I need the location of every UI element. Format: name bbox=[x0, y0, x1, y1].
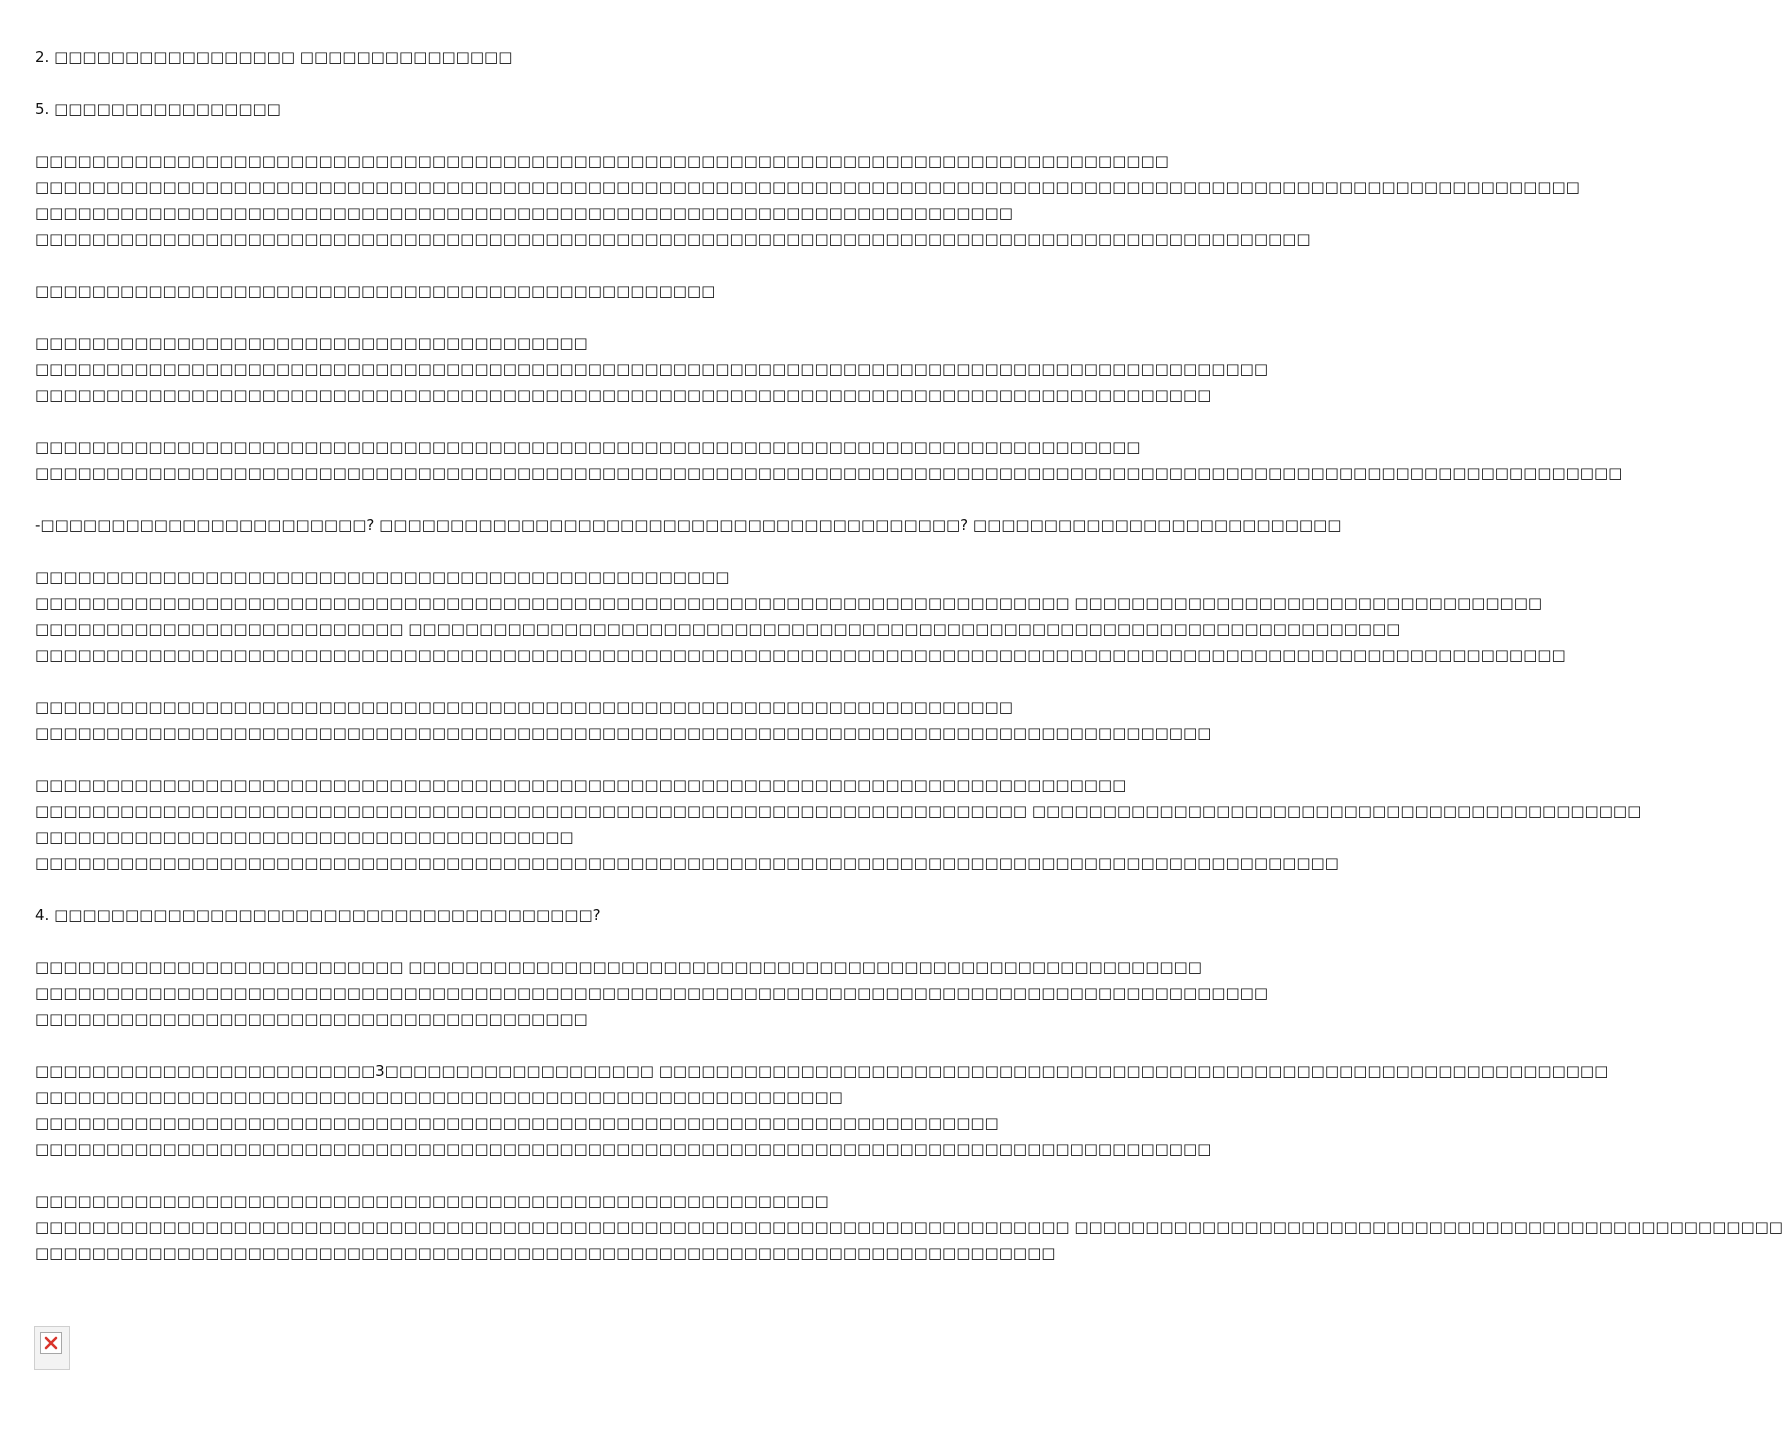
paragraph bbox=[35, 902, 985, 928]
paragraph bbox=[35, 330, 1268, 408]
paragraph bbox=[35, 512, 1342, 538]
text-line: □□□□□□□□□□□□□□□□□□□□□□□□□□□□□□□□□□□□□□□□□□□□□□□□□□□□□□□□□□□□□□□□□□□□□□□□□□□□□□□□□□□□□□□□□□□□ bbox=[35, 854, 1339, 872]
text-line: □□□□□□□□□□□□□□□□□□□□□□□□□□□□□□□□□□□□□□□□□□□□□□□□□□□□□□□□ bbox=[35, 1192, 829, 1210]
paragraph bbox=[35, 434, 1623, 486]
document-body bbox=[35, 44, 1783, 1292]
text-line: □□□□□□□□□□□□□□□□□□□□□□□□□□□□□□□□□□□□□□□□□□□□□□□□□□□□□□□□□□□□□□□□□□□□□□□□□□□□□□□□□□□□□□□□□□ bbox=[35, 230, 1311, 248]
text-line: □□□□□□□□□□□□□□□□□□□□□□□□□□□□□□□□□□□□□□□□□□□□□□□□□□□□□□□□□□□□□□□□□□□□□□□□□□□□□□□□ bbox=[35, 152, 1169, 170]
text-line: □□□□□□□□□□□□□□□□□□□□□□□□□□ □□□□□□□□□□□□□□□□□□□□□□□□□□□□□□□□□□□□□□□□□□□□□□□□□□□□□□□□ bbox=[35, 958, 1202, 976]
paragraph bbox=[35, 96, 985, 122]
text-line: □□□□□□□□□□□□□□□□□□□□□□□□□□□□□□□□□□□□□□□□□□□□□□□□□□□□□□□□□□□□□□□□□□□□□□□□□ □□□□□□□□□□□□□□□□□□□□□□□□□□□□□□□□□□□□□□□□□□□□□□□□□□ bbox=[35, 1218, 1783, 1236]
text-line: □□□□□□□□□□□□□□□□□□□□□□□□3□□□□□□□□□□□□□□□□□□□ □□□□□□□□□□□□□□□□□□□□□□□□□□□□□□□□□□□□□□□□□□□□□□□□□□□□□□□□□□□□□□□□□□□ bbox=[35, 1062, 1609, 1080]
text-line: □□□□□□□□□□□□□□□□□□□□□□□□□□□□□□□□□□□□□□□□□□□□□□□□ bbox=[35, 282, 716, 300]
text-line: □□□□□□□□□□□□□□□□□□□□□□□□□□□□□□□□□□□□□□□□□□□□□□□□□□□□□□□□□□□□□□□□□□□□□□□□□□□□□□□□□□□ bbox=[35, 386, 1212, 404]
paragraph bbox=[35, 148, 1580, 252]
text-line: □□□□□□□□□□□□□□□□□□□□□□□□□□□□□□□□□□□□□□□□□□□□□□□□□□□□□□□□□□□□□□□□□□□□□□□□□□□□□□□□□□□□□□□□□□□□□□□□□□□□□□□□□□□□□□□□ bbox=[35, 464, 1623, 482]
text-line: □□□□□□□□□□□□□□□□□□□□□□□□□□□□□□□□□□□□□□□ bbox=[35, 334, 588, 352]
text-line: □□□□□□□□□□□□□□□□□□□□□□□□□□ □□□□□□□□□□□□□□□□□□□□□□□□□□□□□□□□□□□□□□□□□□□□□□□□□□□□□□□□□□□□□□□□□□□□□□ bbox=[35, 620, 1401, 638]
text-line: □□□□□□□□□□□□□□□□□□□□□□□□□□□□□□□□□□□□□□□□□□□□□□□□□□□□□□□□□□□□□□□□□□□□□□ □□□□□□□□□□□□□□□□□□□□□□□□□□□□□□□□□□□□□□□□□□□ bbox=[35, 802, 1642, 820]
paragraph bbox=[35, 954, 1268, 1032]
paragraph bbox=[35, 1188, 1783, 1266]
text-line: □□□□□□□□□□□□□□□□□□□□□□□□□□□□□□□□□□□□□□□□□□□□□□□□□□□□□□□□□□□□□□□□□□□□□□□□ bbox=[35, 1244, 1056, 1262]
text-line: □□□□□□□□□□□□□□□□□□□□□□□□□□□□□□□□□□□□□□□□□□□□□□□□□ bbox=[35, 568, 730, 586]
red-x-icon bbox=[44, 1336, 58, 1350]
paragraph bbox=[35, 564, 1566, 668]
text-line: □□□□□□□□□□□□□□□□□□□□□□□□□□□□□□□□□□□□□□□□□□□□□□□□□□□□□□□□□□□□□□□□□□□□□□□□□□□□□□□□□□□ bbox=[35, 724, 1212, 742]
text-line: □□□□□□□□□□□□□□□□□□□□□□□□□□□□□□□□□□□□□□□□□□□□□□□□□□□□□□□□□□□□□□□□□□□□□□□□□□□□□ bbox=[35, 776, 1127, 794]
text-line: -□□□□□□□□□□□□□□□□□□□□□□□? □□□□□□□□□□□□□□□□□□□□□□□□□□□□□□□□□□□□□□□□□? □□□□□□□□□□□□□□□□□□□□□□□□□□ bbox=[35, 516, 1342, 534]
text-line: □□□□□□□□□□□□□□□□□□□□□□□□□□□□□□□□□□□□□□□□□□□□□□□□□□□□□□□□□□□□□□□□□□□□□□□□□□□□□□□□□□□□□□□□□□□□□□□□□□□□□□□□□□□□ bbox=[35, 646, 1566, 664]
broken-image-icon bbox=[34, 1326, 70, 1370]
text-line: 5. □□□□□□□□□□□□□□□□ bbox=[35, 100, 281, 118]
broken-image-frame bbox=[40, 1332, 62, 1354]
paragraph bbox=[35, 1058, 1609, 1162]
text-line: □□□□□□□□□□□□□□□□□□□□□□□□□□□□□□□□□□□□□□□□□□□□□□□□□□□□□□□□□□□□□□□□□□□□□□□□□ □□□□□□□□□□□□□□□□□□□□□□□□□□□□□□□□□ bbox=[35, 594, 1543, 612]
text-line: 2. □□□□□□□□□□□□□□□□□ □□□□□□□□□□□□□□□ bbox=[35, 48, 513, 66]
text-line: □□□□□□□□□□□□□□□□□□□□□□□□□□□□□□□□□□□□□□□□□□□□□□□□□□□□□□□□□ bbox=[35, 1088, 843, 1106]
text-line: 4. □□□□□□□□□□□□□□□□□□□□□□□□□□□□□□□□□□□□□□? bbox=[35, 906, 601, 924]
text-line: □□□□□□□□□□□□□□□□□□□□□□□□□□□□□□□□□□□□□□□□□□□□□□□□□□□□□□□□□□□□□□□□□□□□□□□□□□□□□□□□□□□□□□□□□□□□□□□□□□□□□□□□□□□□□ bbox=[35, 178, 1580, 196]
text-line: □□□□□□□□□□□□□□□□□□□□□□□□□□□□□□□□□□□□□□□□□□□□□□□□□□□□□□□□□□□□□□□□□□□□□□□□□□□□□□□□□□□ bbox=[35, 1140, 1212, 1158]
text-line: □□□□□□□□□□□□□□□□□□□□□□□□□□□□□□□□□□□□□□□□□□□□□□□□□□□□□□□□□□□□□□□□□□□□□□□□□□□□□□□□□□□□□□□ bbox=[35, 360, 1268, 378]
text-line: □□□□□□□□□□□□□□□□□□□□□□□□□□□□□□□□□□□□□□□□□□□□□□□□□□□□□□□□□□□□□□□□□□□□□ bbox=[35, 698, 1013, 716]
text-line: □□□□□□□□□□□□□□□□□□□□□□□□□□□□□□□□□□□□□□□□□□□□□□□□□□□□□□□□□□□□□□□□□□□□ bbox=[35, 1114, 999, 1132]
paragraph bbox=[35, 278, 985, 304]
paragraph bbox=[35, 694, 1212, 746]
paragraph bbox=[35, 44, 985, 70]
text-line: □□□□□□□□□□□□□□□□□□□□□□□□□□□□□□□□□□□□□□□□□□□□□□□□□□□□□□□□□□□□□□□□□□□□□□□□□□□□□□ bbox=[35, 438, 1141, 456]
text-line: □□□□□□□□□□□□□□□□□□□□□□□□□□□□□□□□□□□□□□□ bbox=[35, 1010, 588, 1028]
text-line: □□□□□□□□□□□□□□□□□□□□□□□□□□□□□□□□□□□□□□ bbox=[35, 828, 574, 846]
text-line: □□□□□□□□□□□□□□□□□□□□□□□□□□□□□□□□□□□□□□□□□□□□□□□□□□□□□□□□□□□□□□□□□□□□□□□□□□□□□□□□□□□□□□□ bbox=[35, 984, 1268, 1002]
paragraph bbox=[35, 772, 1642, 876]
text-line: □□□□□□□□□□□□□□□□□□□□□□□□□□□□□□□□□□□□□□□□□□□□□□□□□□□□□□□□□□□□□□□□□□□□□ bbox=[35, 204, 1013, 222]
